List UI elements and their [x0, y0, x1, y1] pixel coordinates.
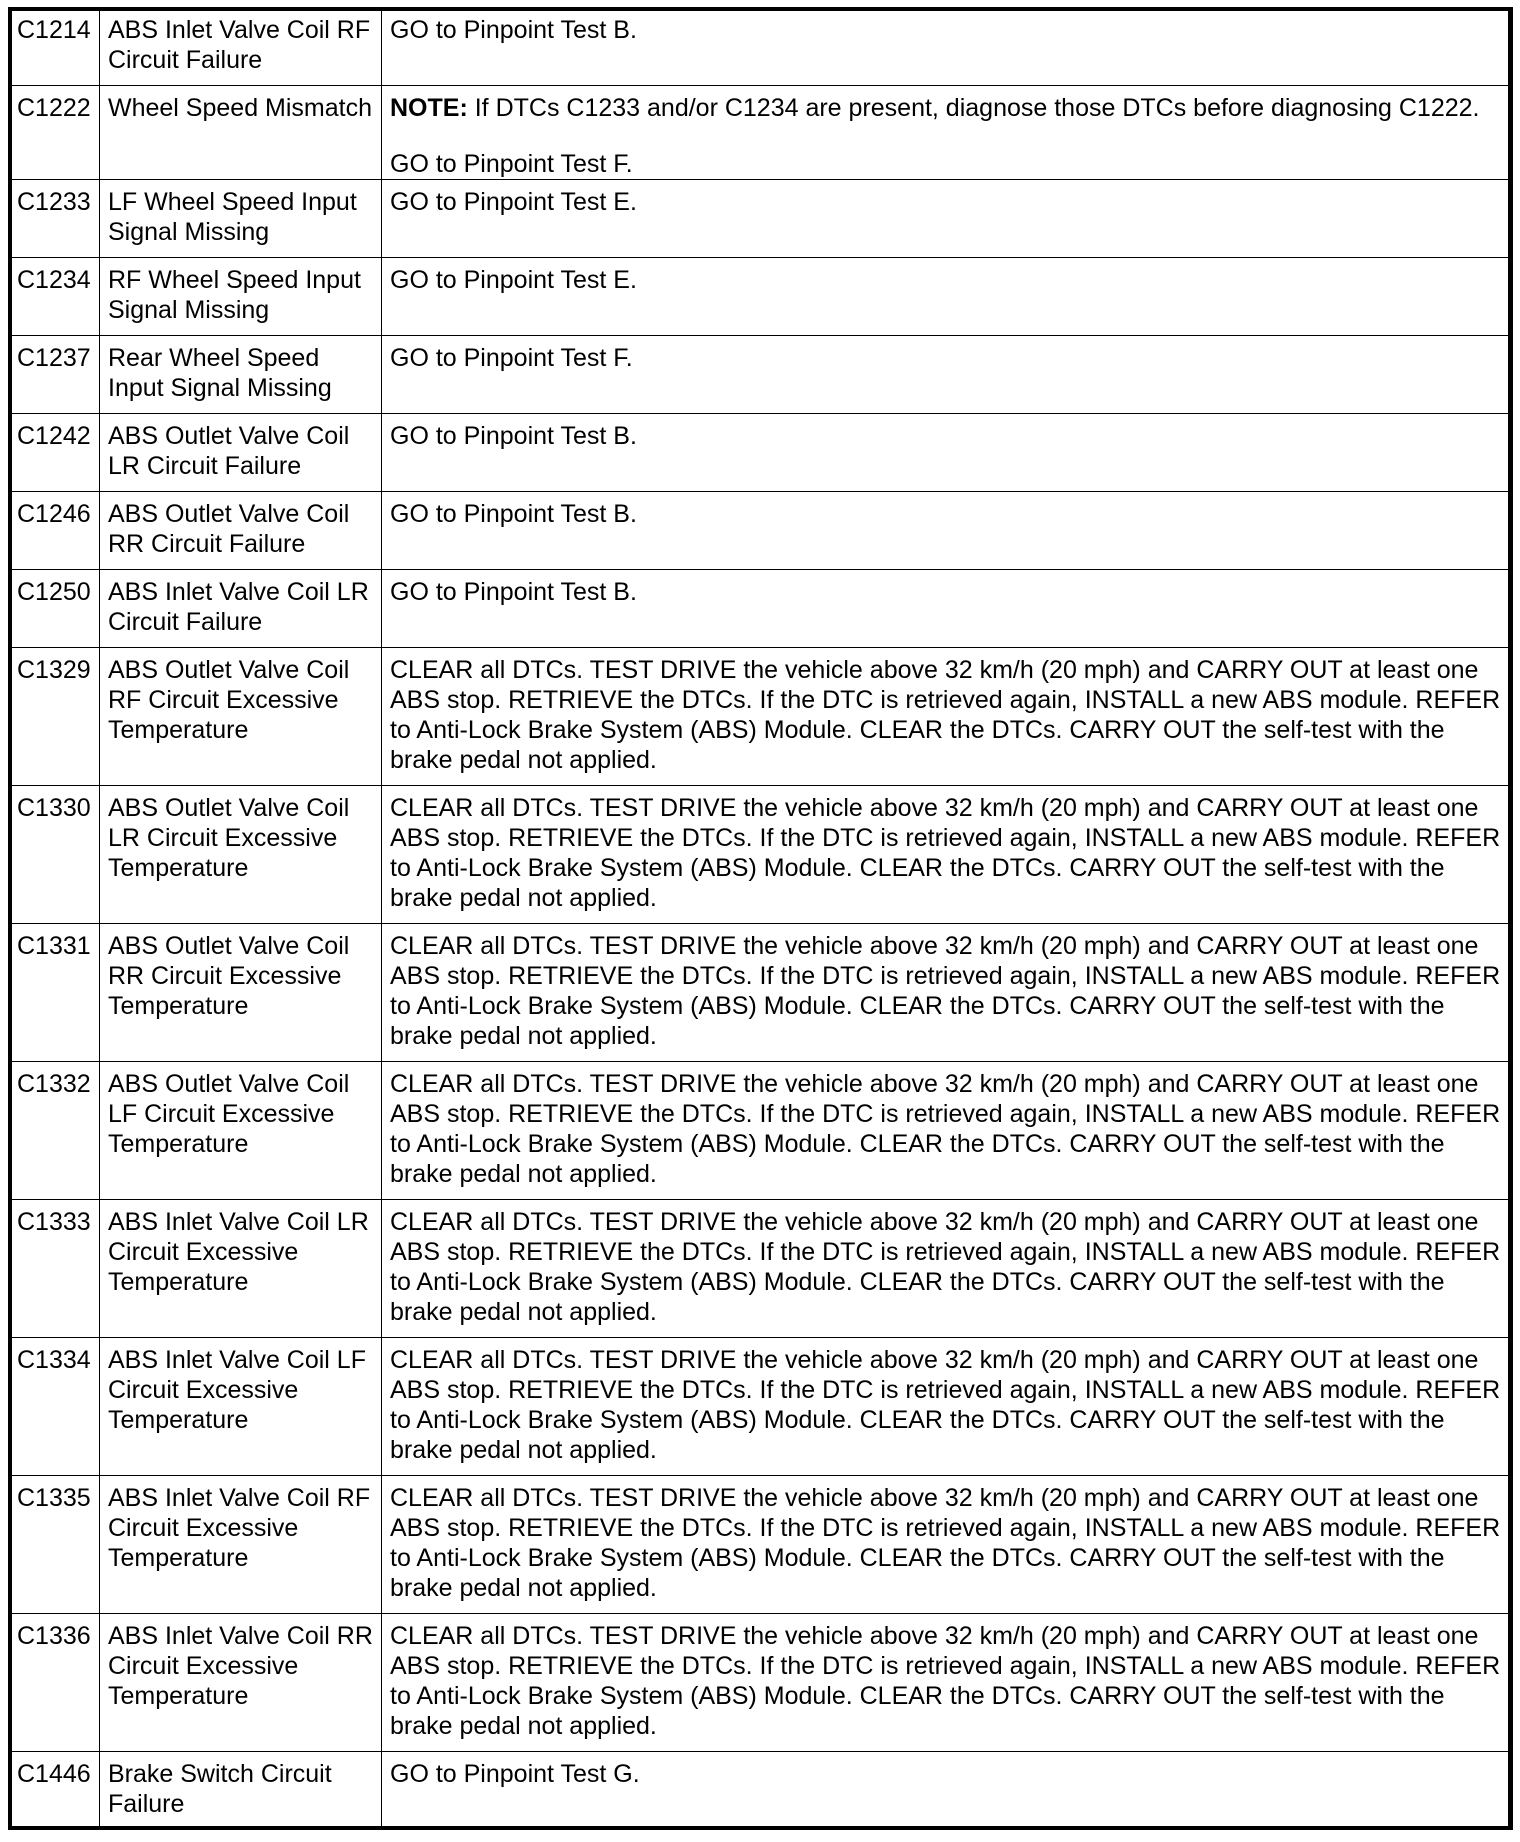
- dtc-action: CLEAR all DTCs. TEST DRIVE the vehicle above 32 km/h (20 mph) and CARRY OUT at least one ABS stop. RETRIEVE the DTCs. If the DTC is retrieved again, INSTALL a new ABS module. REFER to Anti-Lock Brake System (ABS) Module. CLEAR the DTCs. CARRY OUT the self-test with the brake pedal not applied.: [382, 1614, 1513, 1752]
- table-row: [9, 1338, 1513, 1476]
- dtc-action: GO to Pinpoint Test E.: [382, 258, 1513, 336]
- dtc-code: C1250: [9, 570, 100, 648]
- dtc-description: ABS Outlet Valve Coil LR Circuit Excessive Temperature: [100, 786, 382, 924]
- table-row: [9, 414, 1513, 492]
- dtc-code: C1234: [9, 258, 100, 336]
- table-row: [9, 258, 1513, 336]
- dtc-code: C1214: [9, 8, 100, 86]
- table-row: [9, 570, 1513, 648]
- dtc-action: GO to Pinpoint Test F.: [382, 336, 1513, 414]
- dtc-code: C1222: [9, 86, 100, 180]
- dtc-description: ABS Outlet Valve Coil LR Circuit Failure: [100, 414, 382, 492]
- dtc-description: RF Wheel Speed Input Signal Missing: [100, 258, 382, 336]
- table-row: [9, 786, 1513, 924]
- dtc-action: GO to Pinpoint Test B.: [382, 414, 1513, 492]
- dtc-code: C1330: [9, 786, 100, 924]
- table-row: [9, 492, 1513, 570]
- dtc-description: ABS Outlet Valve Coil RF Circuit Excessive Temperature: [100, 648, 382, 786]
- table-row: [9, 1200, 1513, 1338]
- dtc-code: C1332: [9, 1062, 100, 1200]
- table-row: [9, 1614, 1513, 1752]
- dtc-table: [8, 7, 1513, 1830]
- dtc-description: Brake Switch Circuit Failure: [100, 1752, 382, 1830]
- dtc-action: GO to Pinpoint Test E.: [382, 180, 1513, 258]
- table-row: [9, 1752, 1513, 1830]
- dtc-description: ABS Outlet Valve Coil LF Circuit Excessive Temperature: [100, 1062, 382, 1200]
- dtc-description: Wheel Speed Mismatch: [100, 86, 382, 180]
- dtc-description: ABS Inlet Valve Coil LR Circuit Failure: [100, 570, 382, 648]
- dtc-description: ABS Inlet Valve Coil LR Circuit Excessive Temperature: [100, 1200, 382, 1338]
- dtc-action: CLEAR all DTCs. TEST DRIVE the vehicle above 32 km/h (20 mph) and CARRY OUT at least one ABS stop. RETRIEVE the DTCs. If the DTC is retrieved again, INSTALL a new ABS module. REFER to Anti-Lock Brake System (ABS) Module. CLEAR the DTCs. CARRY OUT the self-test with the brake pedal not applied.: [382, 1062, 1513, 1200]
- dtc-description: LF Wheel Speed Input Signal Missing: [100, 180, 382, 258]
- dtc-action: CLEAR all DTCs. TEST DRIVE the vehicle above 32 km/h (20 mph) and CARRY OUT at least one ABS stop. RETRIEVE the DTCs. If the DTC is retrieved again, INSTALL a new ABS module. REFER to Anti-Lock Brake System (ABS) Module. CLEAR the DTCs. CARRY OUT the self-test with the brake pedal not applied.: [382, 648, 1513, 786]
- dtc-action: CLEAR all DTCs. TEST DRIVE the vehicle above 32 km/h (20 mph) and CARRY OUT at least one ABS stop. RETRIEVE the DTCs. If the DTC is retrieved again, INSTALL a new ABS module. REFER to Anti-Lock Brake System (ABS) Module. CLEAR the DTCs. CARRY OUT the self-test with the brake pedal not applied.: [382, 786, 1513, 924]
- dtc-code: C1237: [9, 336, 100, 414]
- table-row: [9, 924, 1513, 1062]
- dtc-code: C1233: [9, 180, 100, 258]
- dtc-description: ABS Inlet Valve Coil RF Circuit Excessive Temperature: [100, 1476, 382, 1614]
- dtc-code: C1335: [9, 1476, 100, 1614]
- dtc-description: ABS Inlet Valve Coil LF Circuit Excessive Temperature: [100, 1338, 382, 1476]
- dtc-code: C1333: [9, 1200, 100, 1338]
- dtc-code: C1329: [9, 648, 100, 786]
- dtc-description: ABS Inlet Valve Coil RF Circuit Failure: [100, 8, 382, 86]
- dtc-table-sheet: [8, 7, 1512, 1830]
- note-label: NOTE:: [390, 94, 468, 122]
- dtc-description: ABS Outlet Valve Coil RR Circuit Excessive Temperature: [100, 924, 382, 1062]
- dtc-action: GO to Pinpoint Test F.: [390, 150, 633, 178]
- dtc-action: CLEAR all DTCs. TEST DRIVE the vehicle above 32 km/h (20 mph) and CARRY OUT at least one ABS stop. RETRIEVE the DTCs. If the DTC is retrieved again, INSTALL a new ABS module. REFER to Anti-Lock Brake System (ABS) Module. CLEAR the DTCs. CARRY OUT the self-test with the brake pedal not applied.: [382, 1200, 1513, 1338]
- table-row: [9, 180, 1513, 258]
- dtc-description: ABS Inlet Valve Coil RR Circuit Excessive Temperature: [100, 1614, 382, 1752]
- table-row: [9, 1476, 1513, 1614]
- dtc-action: GO to Pinpoint Test B.: [382, 570, 1513, 648]
- dtc-action: GO to Pinpoint Test G.: [382, 1752, 1513, 1830]
- dtc-code: C1242: [9, 414, 100, 492]
- dtc-code: C1246: [9, 492, 100, 570]
- dtc-action-cell: [382, 86, 1513, 180]
- dtc-code: C1446: [9, 1752, 100, 1830]
- table-row: [9, 1062, 1513, 1200]
- dtc-action: CLEAR all DTCs. TEST DRIVE the vehicle above 32 km/h (20 mph) and CARRY OUT at least one ABS stop. RETRIEVE the DTCs. If the DTC is retrieved again, INSTALL a new ABS module. REFER to Anti-Lock Brake System (ABS) Module. CLEAR the DTCs. CARRY OUT the self-test with the brake pedal not applied.: [382, 1476, 1513, 1614]
- dtc-code: C1331: [9, 924, 100, 1062]
- dtc-action: GO to Pinpoint Test B.: [382, 8, 1513, 86]
- table-row: [9, 86, 1513, 180]
- dtc-description: Rear Wheel Speed Input Signal Missing: [100, 336, 382, 414]
- dtc-code: C1334: [9, 1338, 100, 1476]
- dtc-code: C1336: [9, 1614, 100, 1752]
- dtc-action: GO to Pinpoint Test B.: [382, 492, 1513, 570]
- table-row: [9, 648, 1513, 786]
- table-row: [9, 8, 1513, 86]
- dtc-action: CLEAR all DTCs. TEST DRIVE the vehicle above 32 km/h (20 mph) and CARRY OUT at least one ABS stop. RETRIEVE the DTCs. If the DTC is retrieved again, INSTALL a new ABS module. REFER to Anti-Lock Brake System (ABS) Module. CLEAR the DTCs. CARRY OUT the self-test with the brake pedal not applied.: [382, 924, 1513, 1062]
- table-row: [9, 336, 1513, 414]
- dtc-description: ABS Outlet Valve Coil RR Circuit Failure: [100, 492, 382, 570]
- note-text: If DTCs C1233 and/or C1234 are present, diagnose those DTCs before diagnosing C1222.: [467, 94, 1480, 122]
- dtc-action: CLEAR all DTCs. TEST DRIVE the vehicle above 32 km/h (20 mph) and CARRY OUT at least one ABS stop. RETRIEVE the DTCs. If the DTC is retrieved again, INSTALL a new ABS module. REFER to Anti-Lock Brake System (ABS) Module. CLEAR the DTCs. CARRY OUT the self-test with the brake pedal not applied.: [382, 1338, 1513, 1476]
- note: [390, 93, 1504, 123]
